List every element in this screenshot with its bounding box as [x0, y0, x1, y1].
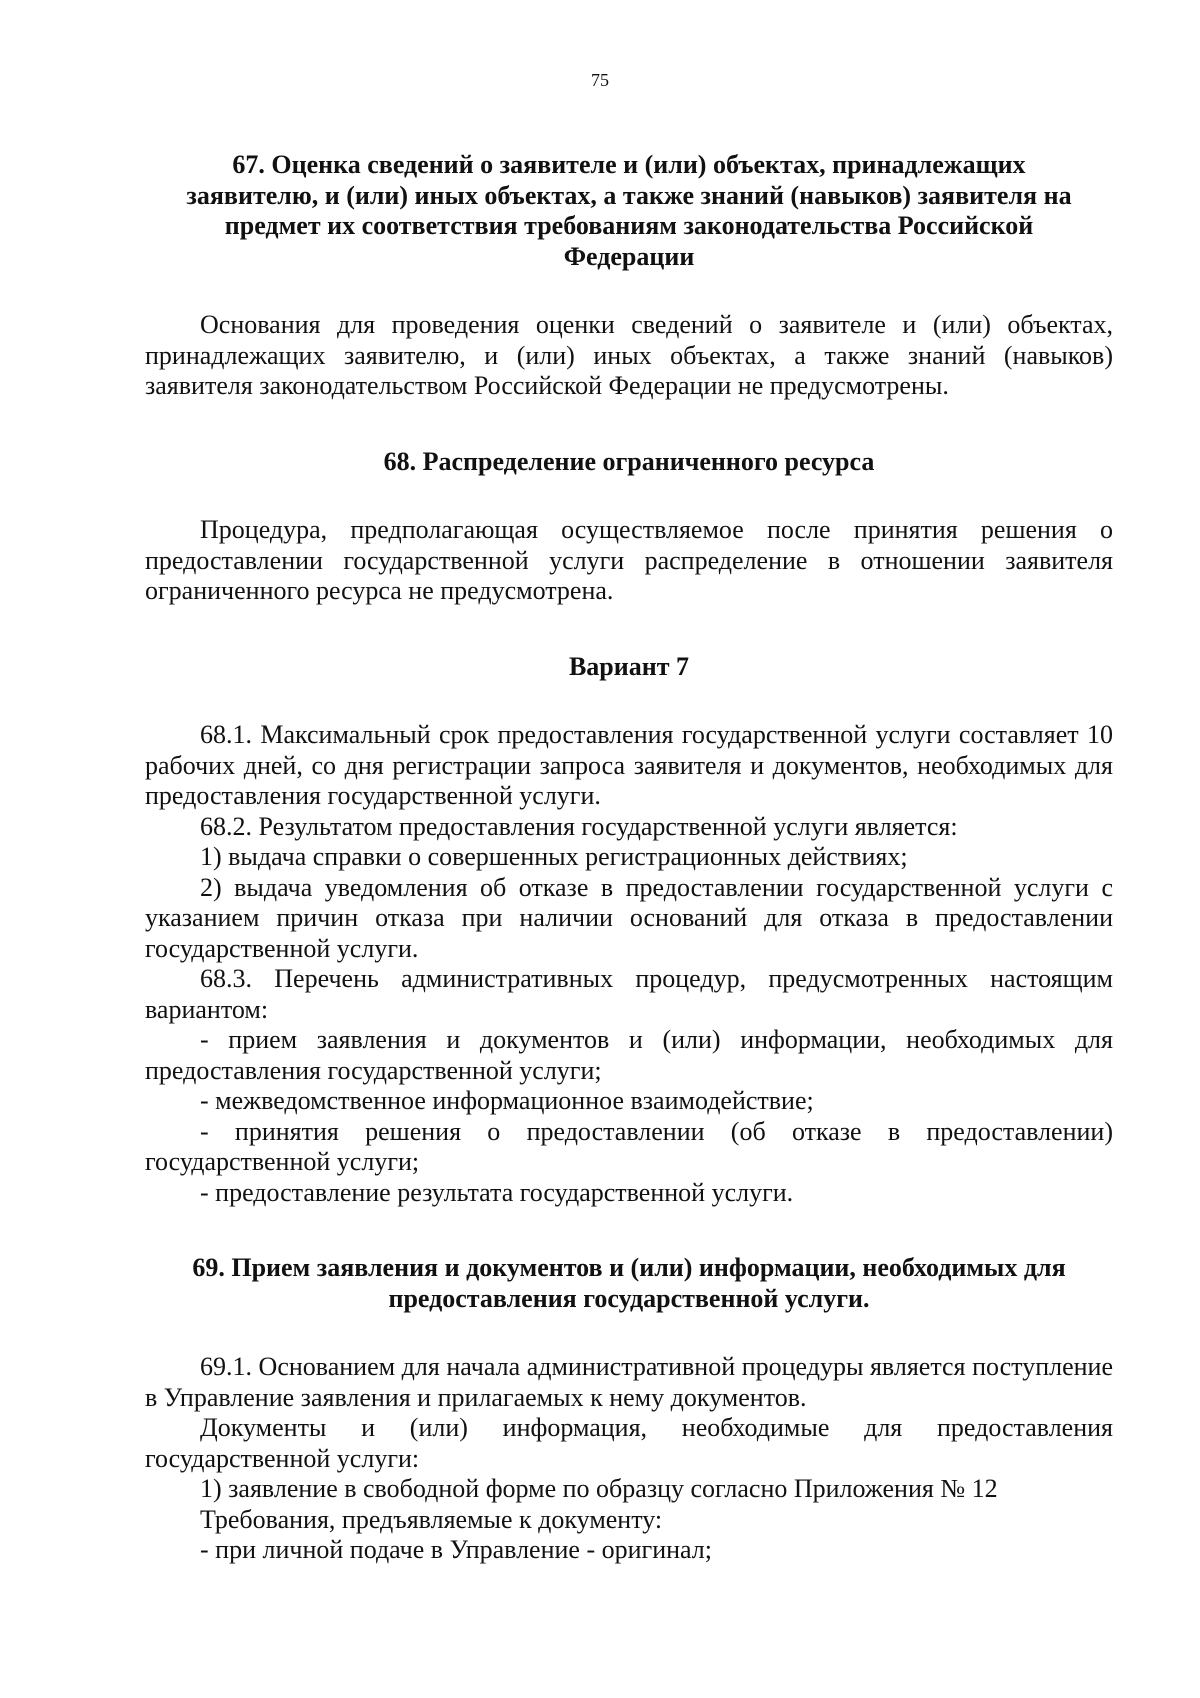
document-body: [145, 150, 1113, 1566]
variant-paragraph: - межведомственное информационное взаимодействие;: [200, 1086, 814, 1115]
section-67-text: Основания для проведения оценки сведений о заявителе и (или) объектах, принадлежащих заявителю, и (или) иных объектах, а также знаний (навыков) заявителя законодательством Российской Федерации не предусмотрены.: [145, 310, 1113, 400]
variant-paragraph: 2) выдача уведомления об отказе в предоставлении государственной услуги с указанием причин отказа при наличии оснований для отказа в предоставлении государственной услуги.: [145, 872, 1113, 963]
variant-heading: Вариант 7: [568, 651, 690, 681]
section-69-paragraph: 1) заявление в свободной форме по образцу согласно Приложения № 12: [200, 1474, 998, 1503]
variant-paragraph: - принятия решения о предоставлении (об отказе в предоставлении) государственной услуги;: [145, 1116, 1113, 1176]
section-69-paragraph: - при личной подаче в Управление - оригинал;: [200, 1535, 712, 1564]
section-68-text: Процедура, предполагающая осуществляемое после принятия решения о предоставлении государственной услуги распределение в отношении заявителя ограниченного ресурса не предусмотрена.: [145, 515, 1113, 605]
section-69-paragraph: 69.1. Основанием для начала административной процедуры является поступление в Управление заявления и прилагаемых к нему документов.: [145, 1352, 1113, 1412]
section-67-heading: 67. Оценка сведений о заявителе и (или) объектах, принадлежащих заявителю, и (или) иных объектах, а также знаний (навыков) заявителя на предмет их соответствия требованиям законодательства Российской Федерации: [186, 150, 1072, 271]
variant-paragraph: 68.3. Перечень административных процедур, предусмотренных настоящим вариантом:: [145, 964, 1113, 1024]
section-69-heading: 69. Прием заявления и документов и (или) информации, необходимых для предоставления государственной услуги.: [192, 1253, 1066, 1313]
variant-paragraph: - предоставление результата государственной услуги.: [200, 1177, 794, 1207]
section-68-heading: 68. Распределение ограниченного ресурса: [383, 446, 875, 476]
section-69-paragraph: Документы и (или) информация, необходимые для предоставления государственной услуги:: [145, 1413, 1113, 1473]
variant-paragraph: 1) выдача справки о совершенных регистрационных действиях;: [200, 842, 908, 871]
variant-paragraph: 68.1. Максимальный срок предоставления государственной услуги составляет 10 рабочих дней, со дня регистрации запроса заявителя и документов, необходимых для предоставления государственной услуги.: [145, 720, 1113, 810]
section-69-paragraph: Требования, предъявляемые к документу:: [200, 1504, 663, 1534]
variant-paragraph: - прием заявления и документов и (или) информации, необходимых для предоставления государственной услуги;: [145, 1025, 1113, 1085]
page-number: 75: [591, 70, 609, 90]
variant-paragraph: 68.2. Результатом предоставления государственной услуги является:: [200, 811, 958, 841]
